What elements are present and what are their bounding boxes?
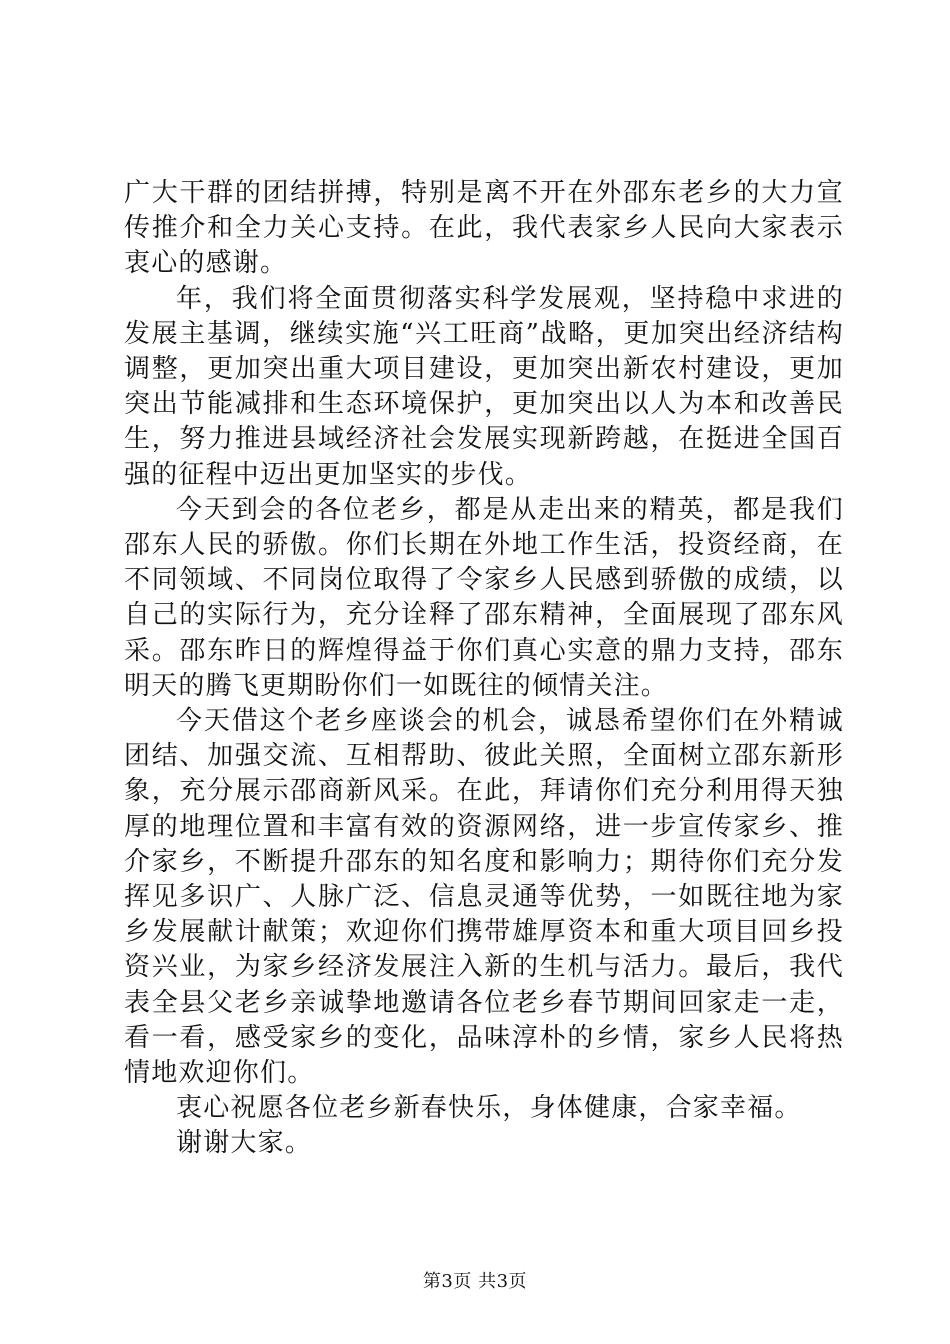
paragraph-6: 谢谢大家。 <box>176 1128 313 1159</box>
paragraph-4: 今天借这个老乡座谈会的机会，诚恳希望你们在外精诚团结、加强交流、互相帮助、彼此关照，全面树立邵东新形象，充分展示邵商新风采。在此，拜请你们充分利用得天独厚的地理位置和丰富有效的资源网络，进一步宣传家乡、推介家乡，不断提升邵东的知名度和影响力；期待你们充分发挥见多识广、人脉广泛、信息灵通等优势，一如既往地为家乡发展献计献策；欢迎你们携带雄厚资本和重大项目回乡投资兴业，为家乡经济发展注入新的生机与活力。最后，我代表全县父老乡亲诚挚地邀请各位老乡春节期间回家走一走，看一看，感受家乡的变化，品味淳朴的乡情，家乡人民将热情地欢迎你们。 <box>124 706 844 1089</box>
paragraph-2: 年，我们将全面贯彻落实科学发展观，坚持稳中求进的发展主基调，继续实施“兴工旺商”战略，更加突出经济结构调整，更加突出重大项目建设，更加突出新农村建设，更加突出节能减排和生态环境保护，更加突出以人为本和改善民生，努力推进县域经济社会发展实现新跨越，在挺进全国百强的征程中迈出更加坚实的步伐。 <box>124 283 844 490</box>
paragraph-3: 今天到会的各位老乡，都是从走出来的精英，都是我们邵东人民的骄傲。你们长期在外地工作生活，投资经商，在不同领域、不同岗位取得了令家乡人民感到骄傲的成绩，以自己的实际行为，充分诠释了邵东精神，全面展现了邵东风采。邵东昨日的辉煌得益于你们真心实意的鼎力支持，邵东明天的腾飞更期盼你们一如既往的倾情关注。 <box>124 494 844 701</box>
document-body <box>124 176 844 1162</box>
paragraph-1: 广大干群的团结拼搏，特别是离不开在外邵东老乡的大力宣传推介和全力关心支持。在此，我代表家乡人民向大家表示衷心的感谢。 <box>124 178 844 279</box>
page-number-footer: 第3页 共3页 <box>422 1271 528 1292</box>
paragraph-5: 衷心祝愿各位老乡新春快乐，身体健康，合家幸福。 <box>176 1093 802 1124</box>
